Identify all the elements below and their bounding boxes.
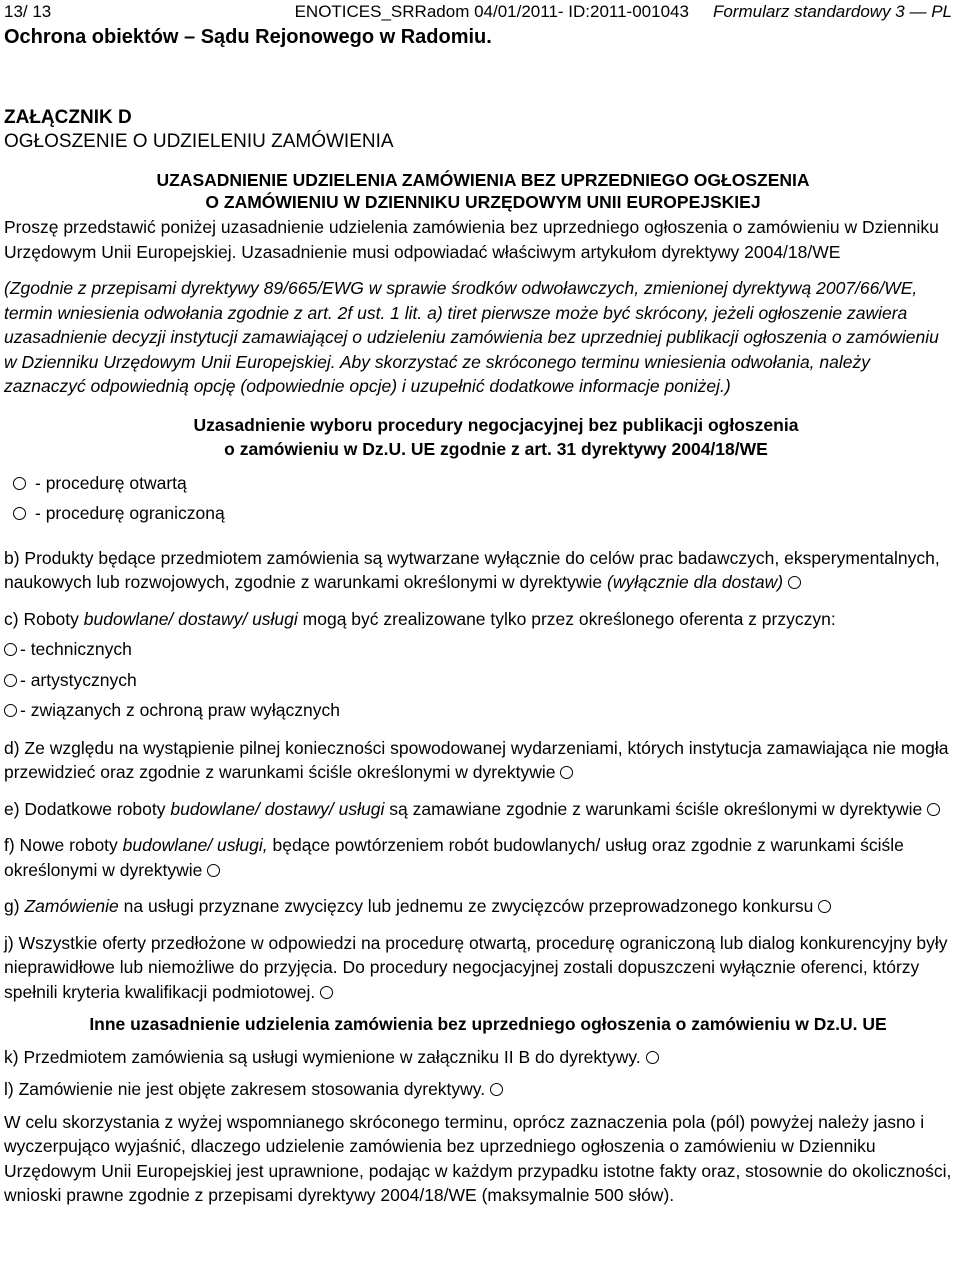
legal-note: (Zgodnie z przepisami dyrektywy 89/665/EWG w sprawie środków odwoławczych, zmienionej dyrektywą 2007/66/WE, termin wniesienia odwołania zgodnie z art. 2f ust. 1 lit. a) tiret pierwsze może być skrócony, jeżeli ogłoszenie zawiera uzasadnienie decyzji instytucji zamawiającej o udzieleniu zamówienia bez uprzedniej publikacji ogłoszenia o zamówieniu w Dzienniku Urzędowym Unii Europejskiej. Aby skorzystać ze skróconego terminu wniesienia odwołania, należy zaznaczyć odpowiednią opcję (odpowiednie opcje) i uzupełnić dodatkowe informacje poniżej.) xyxy=(4,278,939,396)
option-technical[interactable]: - technicznych xyxy=(4,634,952,665)
item-j: j) Wszystkie oferty przedłożone w odpowiedzi na procedurę otwartą, procedurę ograniczoną lub dialog konkurencyjny były nieprawidłowe lub niemożliwe do przyjęcia. Do procedury negocjacyjnej zostali dopuszczeni wyłącznie oferenci, którzy spełnili kryteria kwalifikacji podmiotowej. xyxy=(4,932,948,1002)
option-restricted-label: - procedurę ograniczoną xyxy=(35,502,225,523)
radio-icon[interactable] xyxy=(4,674,17,687)
radio-icon[interactable] xyxy=(207,864,220,877)
option-restricted-procedure[interactable] xyxy=(4,498,225,528)
radio-icon[interactable] xyxy=(13,507,26,520)
form-name: Formularz standardowy 3 — PL xyxy=(712,2,952,21)
item-e: e) Dodatkowe roboty budowlane/ dostawy/ usługi są zamawiane zgodnie z warunkami ściśle określonymi w dyrektywie xyxy=(4,797,952,822)
document-subject: Ochrona obiektów – Sądu Rejonowego w Radomiu. xyxy=(4,26,492,48)
procedure-heading-line2: o zamówieniu w Dz.U. UE zgodnie z art. 31 dyrektywy 2004/18/WE xyxy=(224,438,768,459)
item-b: b) Produkty będące przedmiotem zamówienia są wytwarzane wyłącznie do celów prac badawczych, eksperymentalnych, naukowych lub rozwojowych, zgodnie z warunkami określonymi w dyrektywie (wyłącznie dla dostaw) xyxy=(4,547,940,592)
item-g: g) Zamówienie na usługi przyznane zwycięzcy lub jednemu ze zwycięzców przeprowadzonego konkursu xyxy=(4,894,952,919)
radio-icon[interactable] xyxy=(4,643,17,656)
procedure-section xyxy=(4,413,952,528)
page-counter: 13/ 13 xyxy=(4,2,52,21)
page-header xyxy=(4,0,952,23)
item-l: l) Zamówienie nie jest objęte zakresem stosowania dyrektywy. xyxy=(4,1077,952,1102)
annex-subtitle: OGŁOSZENIE O UDZIELENIU ZAMÓWIENIA xyxy=(4,131,394,152)
radio-icon[interactable] xyxy=(818,900,831,913)
item-d: d) Ze względu na wystąpienie pilnej konieczności spowodowanej wydarzeniami, których instytucja zamawiająca nie mogła przewidzieć oraz zgodnie z warunkami ściśle określonymi w dyrektywie xyxy=(4,737,949,782)
item-f: f) Nowe roboty budowlane/ usługi, będące powtórzeniem robót budowlanych/ usług oraz zgodnie z warunkami ściśle określonymi w dyrektywie xyxy=(4,835,904,880)
other-justification-heading: Inne uzasadnienie udzielenia zamówienia bez uprzedniego ogłoszenia o zamówieniu w Dz.U. UE xyxy=(89,1014,887,1034)
procedure-heading xyxy=(150,413,952,528)
radio-icon[interactable] xyxy=(490,1083,503,1096)
radio-icon[interactable] xyxy=(4,704,17,717)
option-artistic[interactable]: - artystycznych xyxy=(4,665,952,696)
option-open-label: - procedurę otwartą xyxy=(35,472,187,493)
main-heading-line2: O ZAMÓWIENIU W DZIENNIKU URZĘDOWYM UNII EUROPEJSKIEJ xyxy=(205,192,761,212)
procedure-heading-line1: Uzasadnienie wyboru procedury negocjacyjnej bez publikacji ogłoszenia xyxy=(193,414,799,435)
radio-icon[interactable] xyxy=(560,766,573,779)
document-page xyxy=(4,0,952,1208)
main-heading-line1: UZASADNIENIE UDZIELENIA ZAMÓWIENIA BEZ UPRZEDNIEGO OGŁOSZENIA xyxy=(156,170,810,190)
radio-icon[interactable] xyxy=(320,986,333,999)
intro-paragraph: Proszę przedstawić poniżej uzasadnienie udzielenia zamówienia bez uprzedniego ogłoszenia o zamówieniu w Dzienniku Urzędowym Unii Europejskiej. Uzasadnienie musi odpowiadać właściwym artykułom dyrektywy 2004/18/WE xyxy=(4,217,939,262)
radio-icon[interactable] xyxy=(13,477,26,490)
radio-icon[interactable] xyxy=(788,576,801,589)
radio-icon[interactable] xyxy=(646,1051,659,1064)
item-k: k) Przedmiotem zamówienia są usługi wymienione w załączniku II B do dyrektywy. xyxy=(4,1045,952,1070)
main-heading xyxy=(4,169,952,213)
item-c: c) Roboty budowlane/ dostawy/ usługi mogą być zrealizowane tylko przez określonego oferenta z przyczyn: xyxy=(4,608,836,629)
annex-title: ZAŁĄCZNIK D xyxy=(4,107,132,128)
annex-title-block xyxy=(4,106,952,154)
document-id: ENOTICES_SRRadom 04/01/2011- ID:2011-001043 xyxy=(294,2,689,21)
radio-icon[interactable] xyxy=(927,803,940,816)
option-open-procedure[interactable] xyxy=(4,468,187,498)
item-c-options xyxy=(4,634,952,726)
option-exclusive-rights[interactable]: - związanych z ochroną praw wyłącznych xyxy=(4,695,952,726)
footer-paragraph: W celu skorzystania z wyżej wspomnianego skróconego terminu, oprócz zaznaczenia pola (pól) powyżej należy jasno i wyczerpująco wyjaśnić, dlaczego udzielenie zamówienia bez uprzedniego ogłoszenia o zamówieniu w Dzienniku Urzędowym Unii Europejskiej jest uprawnione, podając w każdym przypadku istotne fakty oraz, stosownie do okoliczności, wnioski prawne zgodnie z przepisami dyrektywy 2004/18/WE (maksymalnie 500 słów). xyxy=(4,1111,952,1205)
